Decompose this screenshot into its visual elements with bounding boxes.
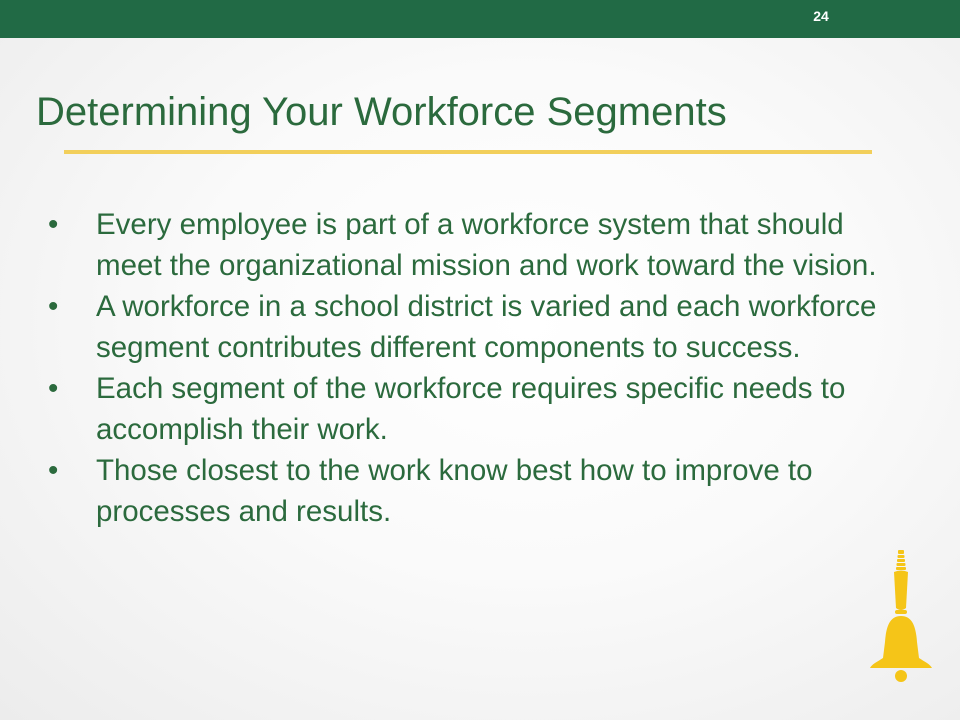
bullet-marker: •	[48, 208, 59, 241]
bullet-list	[48, 204, 898, 532]
bullet-text: A workforce in a school district is varied and each workforce segment contributes different components to success.	[96, 290, 877, 364]
title-underline	[64, 150, 872, 154]
bullet-text: Those closest to the work know best how to improve to processes and results.	[96, 454, 813, 528]
bullet-marker: •	[48, 372, 59, 405]
bullet-marker: •	[48, 454, 59, 487]
slide-title: Determining Your Workforce Segments	[36, 90, 727, 134]
bell-icon	[862, 548, 938, 684]
bullet-item	[48, 286, 898, 368]
bullet-item	[48, 368, 898, 450]
bullet-text: Each segment of the workforce requires specific needs to accomplish their work.	[96, 372, 846, 446]
bullet-item	[48, 204, 898, 286]
bullet-item	[48, 450, 898, 532]
header-bar	[0, 0, 960, 38]
page-number: 24	[813, 8, 829, 24]
bullet-marker: •	[48, 290, 59, 323]
bullet-text: Every employee is part of a workforce system that should meet the organizational mission and work toward the vision.	[96, 208, 877, 282]
